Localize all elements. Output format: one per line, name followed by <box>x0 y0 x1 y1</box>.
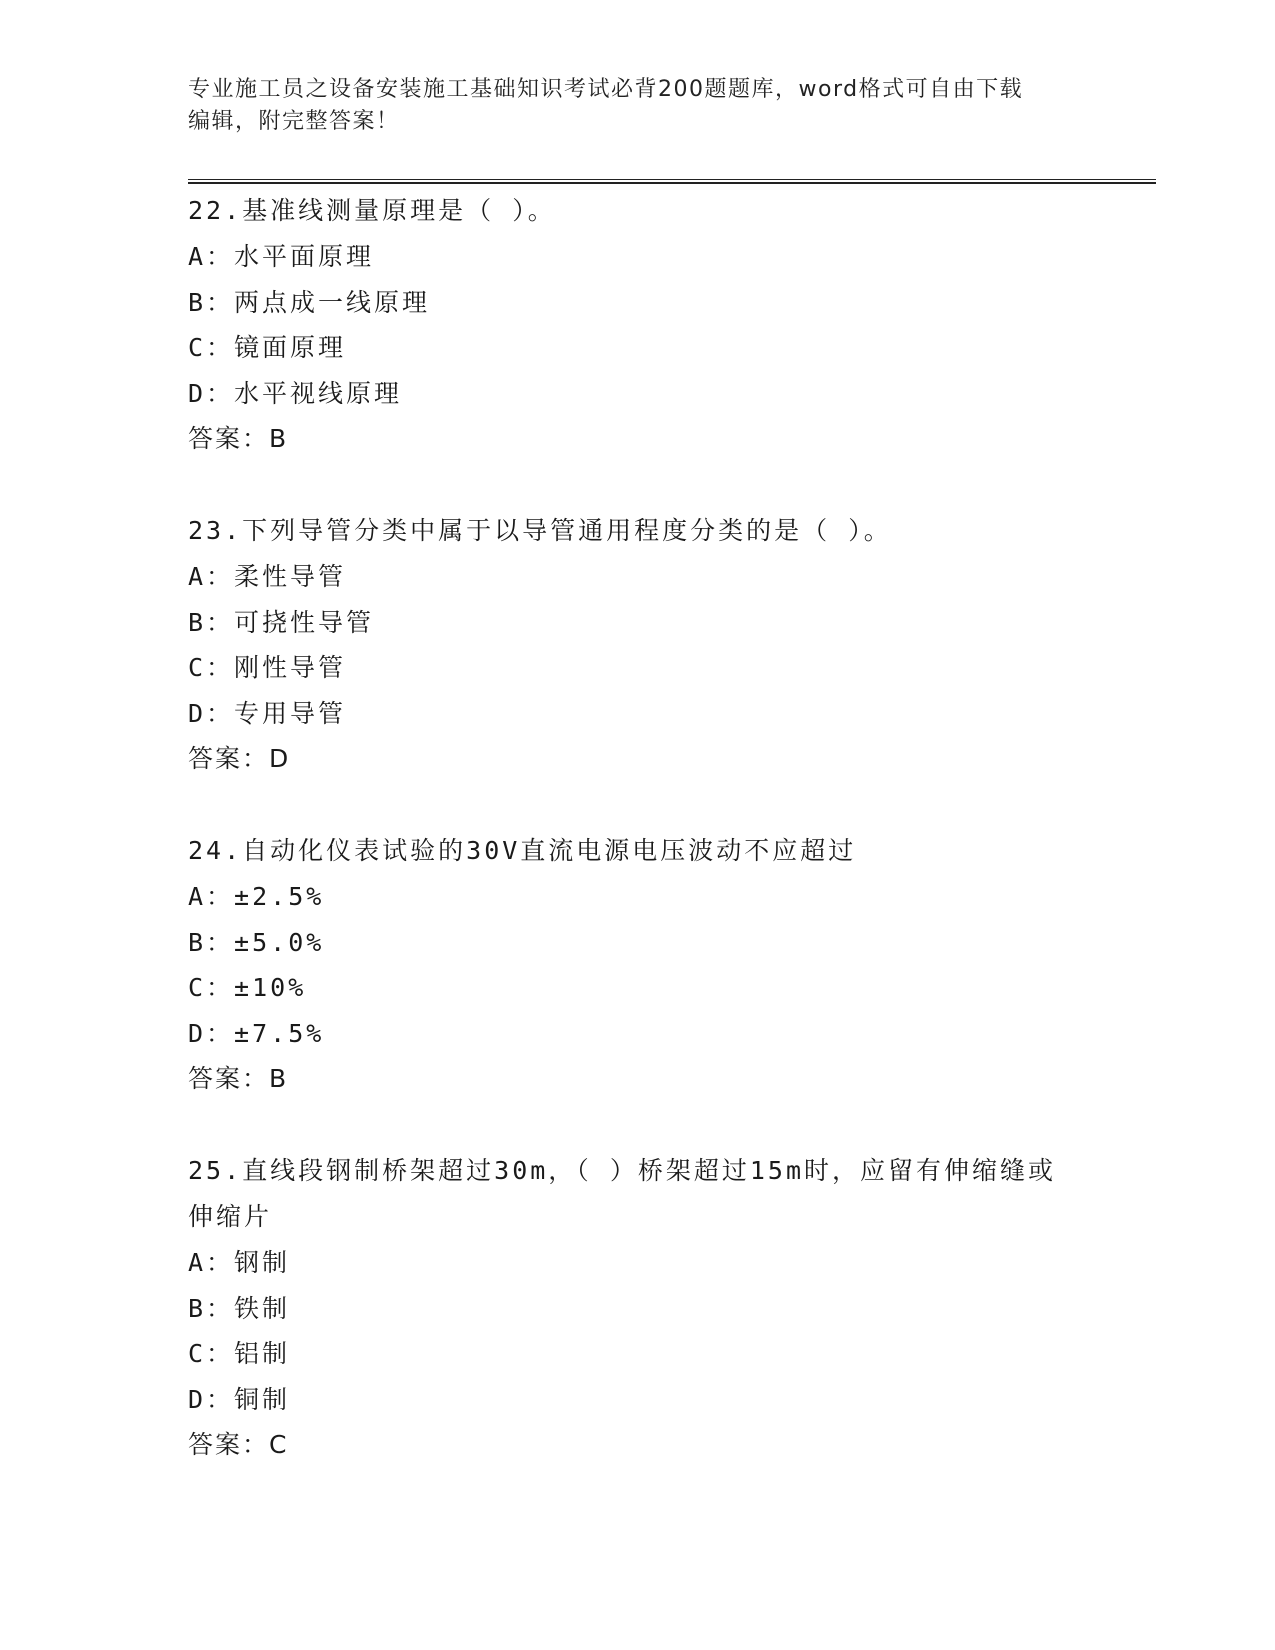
header-divider-bottom <box>188 182 1156 184</box>
header-divider-top <box>188 179 1156 180</box>
header-line-2: 编辑，附完整答案！ <box>188 109 400 134</box>
option-d: D：铜制 <box>188 1384 291 1414</box>
option-a: A：钢制 <box>188 1248 291 1277</box>
option-c: C：±10% <box>188 973 307 1002</box>
option-d: D：±7.5% <box>188 1018 325 1048</box>
option-a: A：±2.5% <box>188 882 325 911</box>
option-b: B：可挠性导管 <box>188 607 375 637</box>
option-b: B：两点成一线原理 <box>188 287 431 317</box>
option-b: B：±5.0% <box>188 927 325 957</box>
option-d: D：专用导管 <box>188 698 347 728</box>
question-25 <box>188 1148 1108 1468</box>
option-c: C：铝制 <box>188 1339 291 1368</box>
question-23 <box>188 508 1108 782</box>
question-stem: 23.下列导管分类中属于以导管通用程度分类的是（ ）。 <box>188 516 892 545</box>
option-c: C：镜面原理 <box>188 333 347 362</box>
answer-label: 答案：B <box>188 1064 289 1093</box>
header-line-1: 专业施工员之设备安装施工基础知识考试必背200题题库，word格式可自由下载 <box>188 77 1024 102</box>
option-a: A：柔性导管 <box>188 562 347 591</box>
question-stem-continued: 伸缩片 <box>188 1202 273 1231</box>
answer-label: 答案：D <box>188 744 291 773</box>
answer-label: 答案：C <box>188 1430 289 1459</box>
question-stem: 24.自动化仪表试验的30V直流电源电压波动不应超过 <box>188 836 857 865</box>
option-c: C：刚性导管 <box>188 653 347 682</box>
option-a: A：水平面原理 <box>188 242 375 271</box>
question-22 <box>188 188 1108 462</box>
document-header <box>188 74 1088 138</box>
question-stem: 22.基准线测量原理是（ ）。 <box>188 196 556 225</box>
question-24 <box>188 828 1108 1102</box>
question-stem: 25.直线段钢制桥架超过30m，（ ）桥架超过15m时，应留有伸缩缝或 <box>188 1156 1057 1185</box>
option-d: D：水平视线原理 <box>188 378 403 408</box>
option-b: B：铁制 <box>188 1293 291 1323</box>
answer-label: 答案：B <box>188 424 289 453</box>
